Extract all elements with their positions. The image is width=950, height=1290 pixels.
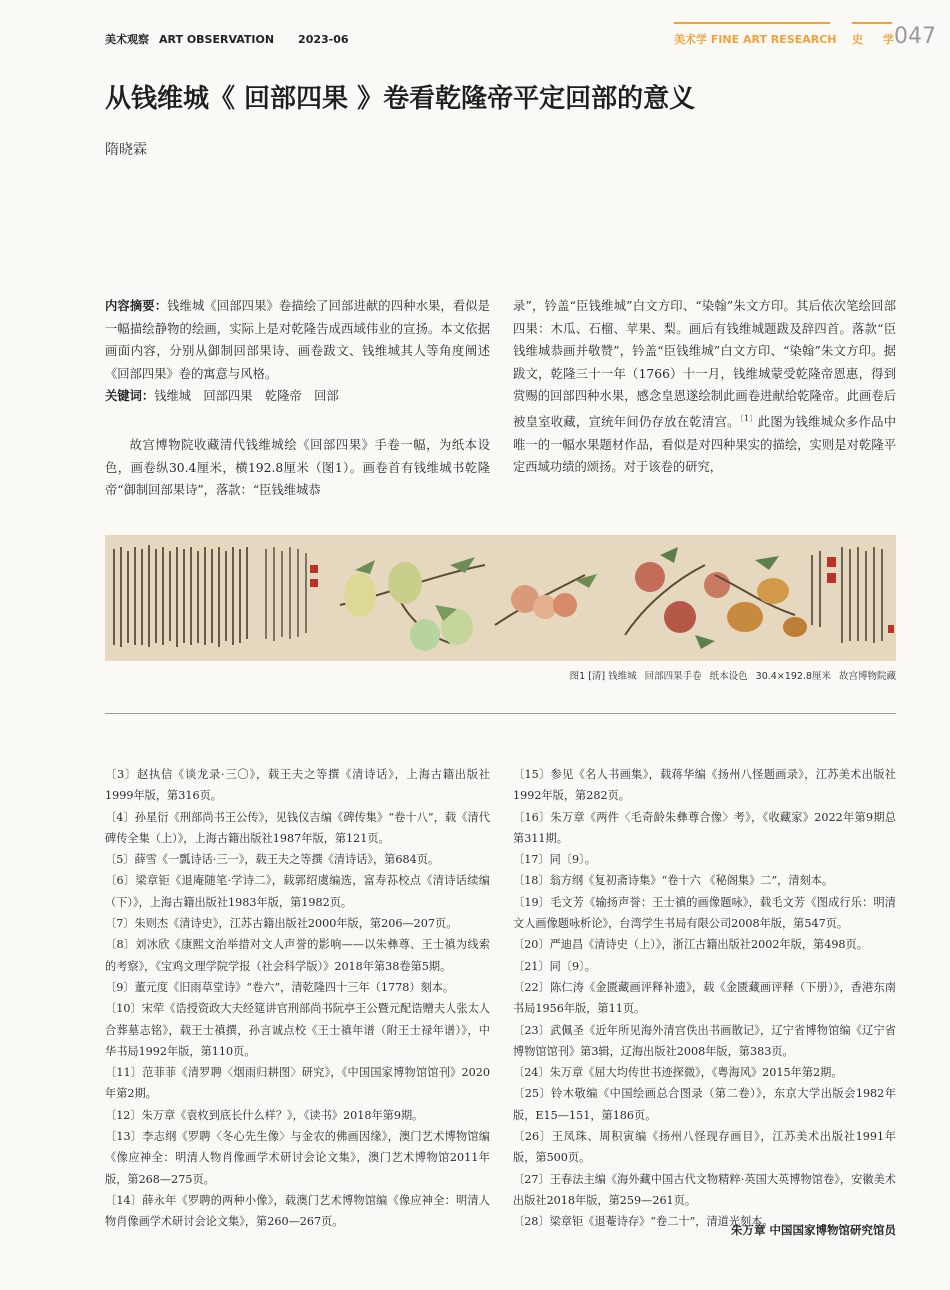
reference-item: 〔11〕范菲菲《清罗聘〈烟雨归耕图〉研究》，《中国国家博物馆馆刊》2020年第2期。	[105, 1066, 490, 1101]
article-author: 隋晓霖	[105, 142, 147, 158]
reference-item: 〔14〕薛永年《罗聘的两种小像》，载澳门艺术博物馆编《像应神全：明清人物肖像画学术研讨会论文集》，第260—267页。	[105, 1193, 490, 1229]
text-column-left	[105, 295, 490, 502]
journal-name-en: ART OBSERVATION	[159, 33, 275, 46]
caption-part: 30.4×192.8厘米	[755, 671, 831, 682]
body-text: 此图为钱维城众多作品中唯一的一幅水果题材作品，看似是对四种果实的描绘，实则是对乾隆平定西域功绩的颂扬。对于该卷的研究，	[513, 415, 896, 475]
abstract-label: 内容摘要：	[105, 299, 168, 313]
keywords	[105, 385, 490, 408]
reference-item: 〔6〕梁章钜《退庵随笔·学诗二》，载郭绍虞编选，富寿荪校点《清诗话续编（下）》，上海古籍出版社1983年版，第1982页。	[105, 874, 490, 909]
body-text: 录”，钤盖“臣钱维城”白文方印、“染翰”朱文方印。其后依次笔绘回部四果：木瓜、石榴、苹果、梨。画后有钱维城题跋及辞四首。落款“臣钱维城恭画并敬赞”，钤盖“臣钱维城”白文方印、“染翰”朱文方印。据跋文，乾隆三十一年（1766）十一月，钱维城蒙受乾隆帝恩惠，得到赏赐的回部四种水果，感念皇恩遂绘制此画卷进献给乾隆帝。此画卷后被皇室收藏，宣统年间仍存放在乾清宫。	[513, 299, 896, 430]
reference-item: 〔23〕武佩圣《近年所见海外清宫佚出书画散记》，辽宁省博物馆编《辽宁省博物馆馆刊》第3辑，辽海出版社2008年版，第383页。	[513, 1023, 896, 1058]
reference-item: 〔7〕朱则杰《清诗史》，江苏古籍出版社2000年版，第206—207页。	[105, 917, 458, 931]
section-label: 美术学 FINE ART RESEARCH	[674, 22, 830, 47]
journal-name-cn: 美术观察	[105, 33, 149, 46]
body-paragraph: 故宫博物院收藏清代钱维城绘《回部四果》手卷一幅，为纸本设色，画卷纵30.4厘米，横192.8厘米（图1）。画卷首有钱维城书乾隆帝“御制回部果诗”，落款：“臣钱维城恭	[105, 437, 490, 498]
caption-part: 回部四果手卷	[644, 671, 702, 682]
reference-item: 〔28〕梁章钜《退菴诗存》“卷二十”，清道光刻本。	[513, 1215, 774, 1229]
reference-item: 〔20〕严迪昌《清诗史（上）》，浙江古籍出版社2002年版，第498页。	[513, 938, 868, 952]
reference-item: 〔12〕朱万章《袁枚到底长什么样？》，《读书》2018年第9期。	[105, 1108, 424, 1122]
section-divider	[105, 713, 896, 714]
reference-item: 〔27〕王春法主编《海外藏中国古代文物精粹·英国大英博物馆卷》，安徽美术出版社2018年版，第259—261页。	[513, 1172, 896, 1207]
reference-item: 〔5〕薛雪《一瓢诗话·三一》，载王夫之等撰《清诗话》，第684页。	[105, 853, 440, 867]
running-header-left	[105, 31, 359, 47]
reference-item: 〔22〕陈仁涛《金匮藏画评释补遗》，载《金匮藏画评释（下册）》，香港东南书局1956年版，第11页。	[513, 980, 896, 1016]
reference-item: 〔21〕同〔9〕。	[513, 959, 596, 973]
painting-illustration	[105, 535, 896, 661]
text-column-right	[513, 295, 896, 479]
reference-item: 〔25〕铃木敬编《中国绘画总合图录（第二卷）》，东京大学出版会1982年版，E15—151，第186页。	[513, 1087, 896, 1122]
reference-item: 〔3〕赵执信《谈龙录·三〇》，载王夫之等撰《清诗话》，上海古籍出版社1999年版，第316页。	[105, 768, 490, 803]
abstract-text: 钱维城《回部四果》卷描绘了回部进献的四种水果，看似是一幅描绘静物的绘画，实际上是对乾隆告成西域伟业的宣扬。本文依据画面内容，分别从御制回部果诗、画卷跋文、钱维城其人等角度阐述《回部四果》卷的寓意与风格。	[105, 299, 490, 381]
reference-item: 〔24〕朱万章《屈大均传世书迹探微》，《粤海风》2015年第2期。	[513, 1066, 843, 1080]
reference-item: 〔17〕同〔9〕。	[513, 853, 596, 867]
reference-item: 〔19〕毛文芳《输扬声誉：王士禛的画像题咏》，载毛文芳《图成行乐：明清文人画像题咏析论》，台湾学生书局有限公司2008年版，第547页。	[513, 895, 896, 931]
category-label: 史 学	[852, 22, 892, 47]
author-signature: 朱万章 中国国家博物馆研究馆员	[730, 1223, 896, 1237]
page-number: 047	[894, 24, 936, 49]
reference-item: 〔8〕刘冰欣《康熙文治举措对文人声誉的影响——以朱彝尊、王士禛为线索的考察》，《宝鸡文理学院学报（社会科学版）》2018年第38卷第5期。	[105, 938, 490, 973]
article-title: 从钱维城《 回部四果 》卷看乾隆帝平定回部的意义	[105, 84, 696, 114]
references-left	[105, 764, 490, 1233]
footnote-marker: 〔1〕	[739, 413, 758, 423]
keywords-text: 钱维城 回部四果 乾隆帝 回部	[154, 389, 339, 404]
reference-item: 〔10〕宋荦《诰授资政大夫经筵讲官刑部尚书阮亭王公暨元配诰赠夫人张太人合葬墓志铭》，载王士禛撰，孙言诚点校《王士禛年谱（附王士禄年谱）》，中华书局1992年版，第110页。	[105, 1002, 490, 1058]
abstract	[105, 295, 490, 385]
reference-item: 〔13〕李志纲《罗聘〈冬心先生像〉与金农的佛画因缘》，澳门艺术博物馆编《像应神全：明清人物肖像画学术研讨会论文集》，澳门艺术博物馆2011年版，第268—275页。	[105, 1130, 490, 1186]
caption-part: 故宫博物院藏	[838, 671, 896, 682]
issue-date: 2023-06	[298, 33, 349, 46]
reference-item: 〔4〕孙星衍《刑部尚书王公传》，见钱仪吉编《碑传集》“卷十八”，载《清代碑传全集（上）》，上海古籍出版社1987年版，第121页。	[105, 810, 490, 845]
seal-stamp	[310, 565, 318, 573]
reference-item: 〔26〕王凤珠、周积寅编《扬州八怪现存画目》，江苏美术出版社1991年版，第500页。	[513, 1130, 896, 1165]
caption-part: 纸本设色	[709, 671, 748, 682]
caption-part: 图1 [清] 钱维城	[569, 671, 637, 682]
reference-item: 〔9〕董元度《旧雨草堂诗》“卷六”，清乾隆四十三年（1778）刻本。	[105, 980, 455, 994]
reference-item: 〔16〕朱万章《两件〈毛奇龄朱彝尊合像〉考》，《收藏家》2022年第9期总第311期。	[513, 810, 896, 845]
figure-caption	[562, 668, 896, 682]
references-right	[513, 764, 896, 1233]
reference-item: 〔18〕翁方纲《复初斋诗集》“卷十六 《秘阁集》二”，清刻本。	[513, 874, 834, 888]
running-header-right	[674, 22, 936, 52]
keywords-label: 关键词：	[105, 389, 155, 404]
body-paragraph-continued	[513, 295, 896, 479]
painting-scroll-image	[105, 535, 896, 661]
reference-item: 〔15〕参见《名人书画集》，载蒋华编《扬州八怪题画录》，江苏美术出版社1992年版，第282页。	[513, 768, 896, 803]
